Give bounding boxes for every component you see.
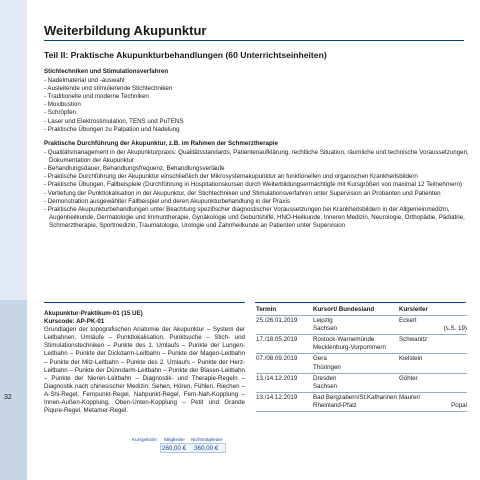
course-name: Akupunktur-Praktikum-01 (15 UE)	[44, 310, 143, 317]
list-item: - Traditionelle und moderne Techniken	[44, 93, 149, 101]
cell-leader: Göhler	[399, 374, 418, 382]
course-description: Grundlagen der topografischen Anatomie der Akupunktur – System der Leitbahnen, Umläufe – Punktlokalisation, Punktsuche – Stich- und Stimulationstechniken – Punkte des 1. Umlaufs – Punkte der Lungen-Leitbahn – Punkte der Dickdarm-Leitbahn – Punkte der Magen-Leitbahn – Punkte der Milz-Leitbahn – Punkte des 2. Umlaufs – Punkte der Herz-Leitbahn – Punkte der Dünndarm-Leitbahn – Punkte der Blasen-Leitbahn – Punkte der Nieren-Leitbahn – Diagnostik- und Therapie-Regeln – Diagnostik nach chinesischer Medizin: Sehen, Hören, Fühlen, Riechen – A-Shi-Regel, Fernpunkt-Regel, Nahpunkt-Regel, Fern-Nah-Kopplung – Innen-Außen-Kopplung, Oben-Unten-Kopplung – Petit und Grande Piqure-Regel, Metamer-Regel.	[44, 326, 245, 415]
fee-nonmembers: 360,00 €	[194, 445, 219, 452]
cell-date: 07./08.09.2019	[256, 355, 298, 363]
cell-date: 17./18.05.2019	[256, 336, 298, 344]
fee-label: Kursgebühr:	[132, 438, 159, 443]
cell-leader: Eckert (s.S. 19)	[399, 317, 467, 333]
sidebar-band-lower	[0, 300, 27, 480]
list-item: - Praktische Akupunkturbehandlungen unter Beachtung spezifischer diagnostischer Voraussetzungen bei Krankheitsbildern in der Allgemeinmedizin, Augenheilkunde, Dermatologie und Immuntherapie, Gynäkologie und Geburtshilfe, HNO-Heilkunde, Inneren Medizin, Neurologie, Orthopädie, Pädiatrie, Schmerztherapie, Sportmedizin, Traumatologie, Urologie und Zahnheilkunde an Patienten unter Supervision	[44, 205, 465, 229]
header-kursort: Kursort/ Bundesland	[313, 306, 375, 313]
list-item: - Ausleitende und stimulierende Stichtechniken	[44, 85, 173, 93]
list-item: - Praktische Übungen zu Palpation und Nadelung	[44, 125, 180, 133]
schedule-table	[256, 306, 467, 412]
table-row	[256, 316, 467, 335]
list-item: - Behandlungsdauer, Behandlungsfrequenz, Behandlungsverläufe	[44, 165, 225, 173]
table-row	[256, 374, 467, 393]
list-item: - Moxibustion	[44, 101, 81, 109]
header-termin: Termin	[256, 306, 277, 313]
list-item: - Nadelmaterial und -auswahl	[44, 77, 125, 85]
list-item: - Laser und Elektrostimulation, TENS und PuTENS	[44, 117, 184, 125]
cell-leader: Schwanitz	[399, 336, 428, 344]
section-durchfuehrung	[44, 140, 469, 230]
title-rule	[44, 40, 464, 41]
page-title: Weiterbildung Akupunktur	[44, 23, 207, 38]
cell-place: Rostock-Warnemünde Mecklenburg-Vorpommern	[313, 336, 386, 352]
cell-date: 25./26.01.2019	[256, 317, 298, 325]
cell-date: 13./14.12.2019	[256, 393, 298, 401]
section-stichtechniken	[44, 68, 469, 134]
list-item: - Qualitätsmanagement in der Akupunkturpraxis: Qualitätsstandards, Patientenaufklärung, rechtliche Situation, räumliche und technische Voraussetzungen, Dokumentation der Akupunktur	[44, 149, 469, 165]
list-item: - Praktische Durchführung der Akupunktur einschließlich der Mikrosystemakupunktur an funktionellen und organischen Krankheitsbildern	[44, 173, 418, 181]
divider-left	[44, 302, 245, 303]
cell-place: Dresden Sachsen	[313, 374, 338, 390]
table-row	[256, 335, 467, 354]
divider-right	[255, 302, 466, 303]
table-row	[256, 354, 467, 373]
header-kursleiter: Kursleiter	[399, 306, 428, 313]
fee-members: 260,00 €	[162, 445, 187, 452]
fee-label-members: Mitglieder	[164, 438, 185, 443]
page-subtitle: Teil II: Praktische Akupunkturbehandlungen (60 Unterrichtseinheiten)	[44, 50, 327, 60]
cell-place: Leipzig Sachsen	[313, 317, 338, 333]
page-number: 32	[4, 394, 12, 401]
section-heading: Praktische Durchführung der Akupunktur, z.B. im Rahmen der Schmerztherapie	[44, 140, 278, 147]
cell-place: Bad Bergzabern/St.Katharinen Rheinland-Pfalz	[313, 393, 397, 409]
section-heading: Stichtechniken und Stimulationsverfahren	[44, 68, 169, 75]
list-item: - Schröpfen	[44, 109, 76, 117]
table-header	[256, 306, 467, 316]
list-item: - Demonstration ausgewählter Fallbeispiel und deren Akupunkturbehandlung in der Praxis	[44, 197, 290, 205]
cell-place: Gera Thüringen	[313, 355, 341, 371]
list-item: - Praktische Übungen, Fallbeispiele (Durchführung in Hospitationskursen durch Weiterbildungsermächtigte mit Kursgrößen von maximal 12 Teilnehmern)	[44, 181, 462, 189]
cell-date: 13./14.12.2019	[256, 374, 298, 382]
cell-leader: Kielstein	[399, 355, 423, 363]
list-item: - Vertiefung der Punktlokalisation in der Akupunktur, der Stichtechniken und Stimulationsverfahren unter Supervision an Probanten und Patienten	[44, 189, 441, 197]
fee-box	[132, 438, 229, 452]
fee-label-nonmembers: Nichtmitglieder	[190, 438, 223, 443]
course-code: Kurscode: AP-PK-01	[44, 318, 105, 326]
table-row	[256, 393, 467, 412]
course-block	[44, 310, 245, 415]
cell-leader: Maurer/ Popal	[399, 393, 467, 409]
